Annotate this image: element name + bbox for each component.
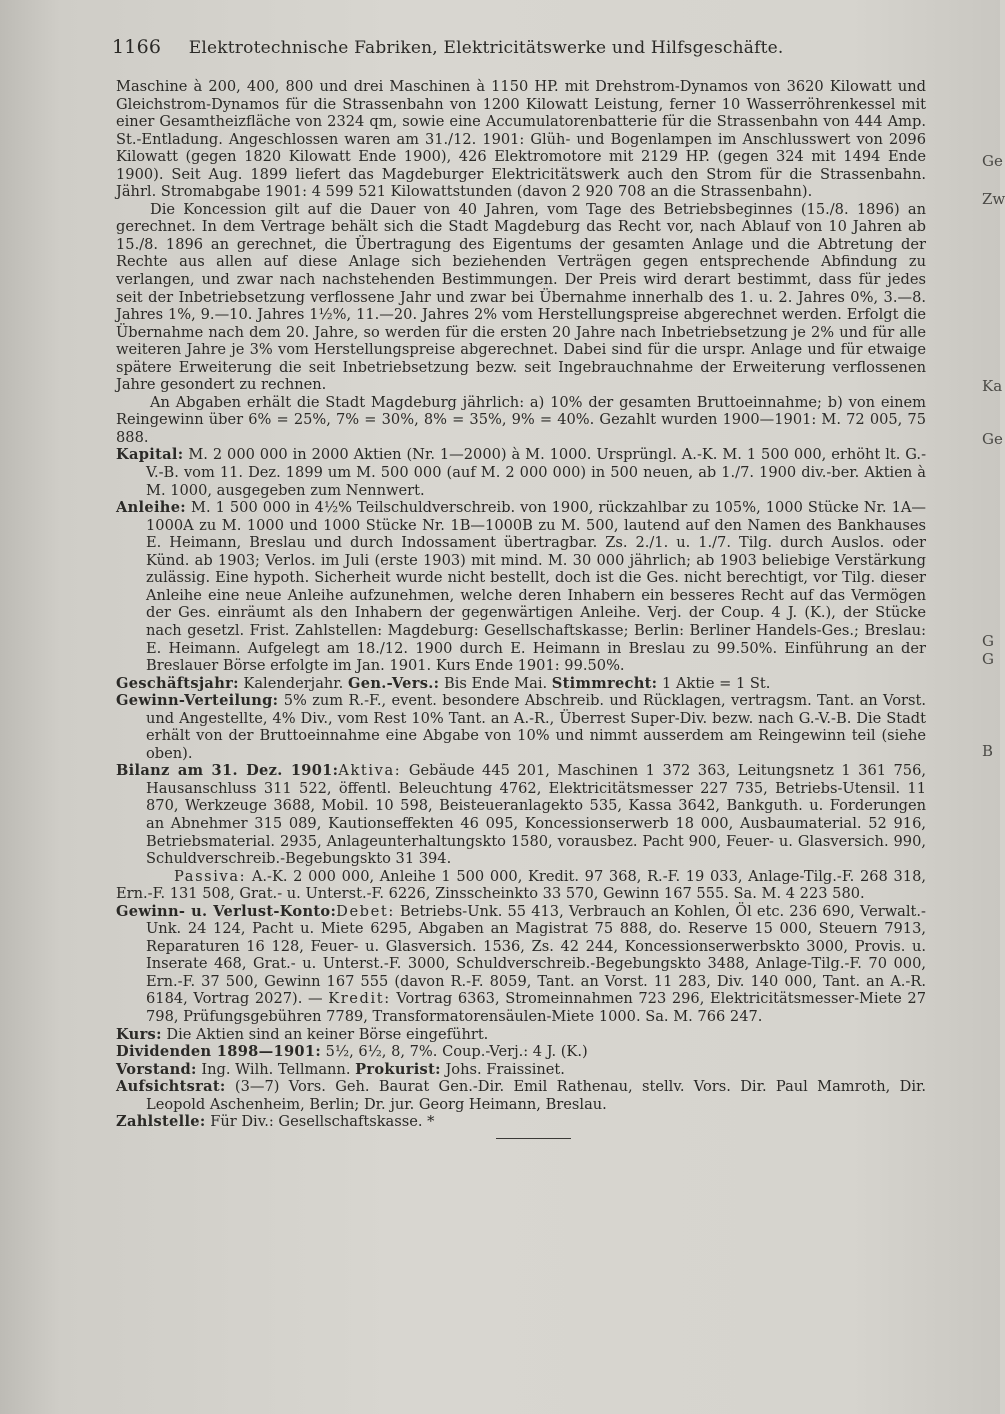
paragraph-text: 1 Aktie = 1 St. xyxy=(657,674,771,692)
paragraph xyxy=(116,903,926,1026)
paragraph-text: Johs. Fraissinet. xyxy=(440,1060,565,1078)
paragraph xyxy=(116,1026,926,1044)
section-label: Gen.-Vers.: xyxy=(347,674,440,692)
paragraph-text: M. 2 000 000 in 2000 Aktien (Nr. 1—2000) à M. 1000. Ursprüngl. A.-K. M. 1 500 000, erhöht lt. G.-V.-B. vom 11. Dez. 1899 um M. 500 000 (auf M. 2 000 000) in 500 neuen, ab 1./7. 1900 div.-ber. Aktien à M. 1000, ausgegeben zum Nennwert. xyxy=(146,446,926,499)
section-label: Aufsichtsrat: xyxy=(116,1078,226,1096)
section-label: Dividenden 1898—1901: xyxy=(116,1043,322,1061)
closing-rule xyxy=(496,1138,571,1139)
paragraph-text: 5½, 6½, 8, 7%. Coup.-Verj.: 4 J. (K.) xyxy=(321,1043,588,1061)
paragraph xyxy=(116,692,926,762)
paragraph xyxy=(116,868,926,903)
paragraph xyxy=(116,1113,926,1131)
paragraph-text: M. 1 500 000 in 4½% Teilschuldverschreib. von 1900, rückzahlbar zu 105%, 1000 Stücke Nr. 1A—1000A zu M. 1000 und 1000 Stücke Nr. 1B—1000B zu M. 500, lautend auf den Namen des Bankhauses E. Heimann, Breslau und durch Indossament übertragbar. Zs. 2./1. u. 1./7. Tilg. durch Auslos. oder Künd. ab 1903; Verlos. im Juli (erste 1903) mit mind. M. 30 000 jährlich; ab 1903 beliebige Verstärkung zulässig. Eine hypoth. Sicherheit wurde nicht bestellt, doch ist die Ges. nicht berechtigt, vor Tilg. dieser Anleihe eine neue Anleihe aufzunehmen, welche deren Inhabern ein besseres Recht auf das Vermögen der Ges. einräumt als den Inhabern der gegenwärtigen Anleihe. Verj. der Coup. 4 J. (K.), der Stücke nach gesetzl. Frist. Zahlstellen: Magdeburg: Gesellschaftskasse; Berlin: Berliner Handels-Ges.; Breslau: E. Heimann. Aufgelegt am 18./12. 1900 durch E. Heimann in Breslau zu 99.50%. Einführung an der Breslauer Börse erfolgte im Jan. 1901. Kurs Ende 1901: 99.50%. xyxy=(146,499,926,675)
margin-fragment: Ka xyxy=(982,377,1003,395)
paragraph xyxy=(116,394,926,447)
paragraph xyxy=(116,1061,926,1079)
section-label: Kapital: xyxy=(116,446,184,464)
margin-fragment: Ge xyxy=(982,152,1003,170)
spaced-label: Passiva: xyxy=(174,867,247,885)
paragraph xyxy=(116,499,926,674)
paragraph xyxy=(116,446,926,499)
paragraph-text: Für Div.: Gesellschaftskasse. * xyxy=(205,1113,435,1131)
spaced-label: Kredit: xyxy=(328,990,391,1008)
paragraph-text: Die Koncession gilt auf die Dauer von 40 Jahren, vom Tage des Betriebsbeginnes (15./8. 1896) an gerechnet. In dem Vertrage behält sich die Stadt Magdeburg das Recht vor, nach Ablauf von 10 Jahren ab 15./8. 1896 an gerechnet, die Übertragung des Eigentums der gesamten Anlage und die Abtretung der Rechte aus allen auf diese Anlage sich beziehenden Verträgen gegen entsprechende Abfindung zu verlangen, und zwar nach nachstehenden Bestimmungen. Der Preis wird derart bestimmt, dass für jedes seit der Inbetriebsetzung verflossene Jahr und zwar bei Übernahme innerhalb des 1. u. 2. Jahres 0%, 3.—8. Jahres 1%, 9.—10. Jahres 1½%, 11.—20. Jahres 2% vom Herstellungspreise abgerechnet werden. Erfolgt die Übernahme nach dem 20. Jahre, so werden für die ersten 20 Jahre nach Inbetriebsetzung je 2% und für alle weiteren Jahre je 3% vom Herstellungspreise abgerechnet. Dabei sind für die urspr. Anlage und für etwaige spätere Erweiterung die seit Inbetriebsetzung bezw. seit Ingebrauchnahme der Erweiterung verflossenen Jahre gesondert zu rechnen. xyxy=(116,200,926,394)
spaced-label: Aktiva: xyxy=(338,762,402,780)
paragraph xyxy=(116,762,926,867)
paragraph xyxy=(116,201,926,394)
paragraph xyxy=(116,78,926,201)
paragraph-text: Kalenderjahr. xyxy=(238,674,348,692)
page-header xyxy=(112,36,972,58)
paragraph-text: Bis Ende Mai. xyxy=(439,674,552,692)
paragraph-text: Maschine à 200, 400, 800 und drei Maschinen à 1150 HP. mit Drehstrom-Dynamos von 3620 Kilowatt und Gleichstrom-Dynamos für die Strassenbahn von 1200 Kilowatt Leistung, ferner 10 Wasserröhrenkessel mit einer Gesamtheizfläche von 2324 qm, sowie eine Accumulatorenbatterie für die Strassenbahn von 444 Amp. St.-Entladung. Angeschlossen waren am 31./12. 1901: Glüh- und Bogenlampen im Anschlusswert von 2096 Kilowatt (gegen 1820 Kilowatt Ende 1900), 426 Elektromotore mit 2129 HP. (gegen 324 mit 1494 Ende 1900). Seit Aug. 1899 liefert das Magdeburger Elektricitätswerk auch den Strom für die Strassenbahn. Jährl. Stromabgabe 1901: 4 599 521 Kilowattstunden (davon 2 920 708 an die Strassenbahn). xyxy=(116,78,926,201)
section-label: Gewinn-Verteilung: xyxy=(116,692,279,710)
paragraph xyxy=(116,675,926,693)
margin-fragment: G xyxy=(982,650,994,668)
margin-fragment: Ge xyxy=(982,430,1003,448)
running-title: Elektrotechnische Fabriken, Elektricitätswerke und Hilfsgeschäfte. xyxy=(188,38,784,58)
paragraph-text: Ing. Wilh. Tellmann. xyxy=(196,1060,356,1078)
page-body xyxy=(116,78,926,1139)
paragraph-text: Die Aktien sind an keiner Börse eingeführt. xyxy=(161,1025,489,1043)
paragraph-text: Gebäude 445 201, Maschinen 1 372 363, Leitungsnetz 1 361 756, Hausanschluss 311 522, öffentl. Beleuchtung 4762, Elektricitätsmesser 227 735, Betriebs-Utensil. 11 870, Werkzeuge 3688, Mobil. 10 598, Beisteueranlagekto 535, Kassa 3642, Bankguth. u. Forderungen an Abnehmer 315 089, Kautionseffekten 46 095, Koncessionserwerb 18 000, Ausbaumaterial. 52 916, Betriebsmaterial. 2935, Anlageunterhaltungskto 1580, vorausbez. Pacht 900, Feuer- u. Glasversich. 990, Schuldverschreib.-Begebungskto 31 394. xyxy=(146,762,927,868)
paragraph-text: (3—7) Vors. Geh. Baurat Gen.-Dir. Emil Rathenau, stellv. Vors. Dir. Paul Mamroth, Dir. Leopold Aschenheim, Berlin; Dr. jur. Georg Heimann, Breslau. xyxy=(146,1078,926,1113)
section-label: Gewinn- u. Verlust-Konto: xyxy=(116,902,337,920)
section-label: Prokurist: xyxy=(355,1060,441,1078)
margin-fragment: Zw xyxy=(982,190,1005,208)
paragraph xyxy=(116,1078,926,1113)
paragraph xyxy=(116,1043,926,1061)
section-label: Kurs: xyxy=(116,1025,162,1043)
section-label: Anleihe: xyxy=(116,499,186,517)
margin-fragment: B xyxy=(982,742,994,760)
spaced-label: Debet: xyxy=(336,902,395,920)
section-label: Zahlstelle: xyxy=(116,1113,206,1131)
margin-fragment: G xyxy=(982,632,994,650)
paragraph-text: Betriebs-Unk. 55 413, Verbrauch an Kohlen, Öl etc. 236 690, Verwalt.-Unk. 24 124, Pacht u. Miete 6295, Abgaben an Magistrat 75 888, do. Reserve 15 000, Steuern 7913, Reparaturen 16 128, Feuer- u. Glasversich. 1536, Zs. 42 244, Koncessionserwerbskto 3000, Provis. u. Inserate 468, Grat.- u. Unterst.-F. 3000, Schuldverschreib.-Begebungskto 3488, Anlage-Tilg.-F. 70 000, Ern.-F. 37 500, Gewinn 167 555 (davon R.-F. 8059, Tant. an Vorst. 11 283, Div. 140 000, Tant. an A.-R. 6184, Vortrag 2027). — xyxy=(146,902,926,1008)
paragraph-text: A.-K. 2 000 000, Anleihe 1 500 000, Kredit. 97 368, R.-F. 19 033, Anlage-Tilg.-F. 268 318, Ern.-F. 131 508, Grat.- u. Unterst.-F. 6226, Zinsscheinkto 33 570, Gewinn 167 555. Sa. M. 4 223 580. xyxy=(116,867,926,903)
paragraph-text: Vortrag 6363, Stromeinnahmen 723 296, Elektricitätsmesser-Miete 27 798, Prüfungsgebühren 7789, Transformatorensäulen-Miete 1000. Sa. M. 766 247. xyxy=(146,990,926,1025)
section-label: Geschäftsjahr: xyxy=(116,674,239,692)
paragraph-text: 5% zum R.-F., event. besondere Abschreib. und Rücklagen, vertragsm. Tant. an Vorst. und Angestellte, 4% Div., vom Rest 10% Tant. an A.-R., Überrest Super-Div. bezw. nach G.-V.-B. Die Stadt erhält von der Bruttoeinnahme eine Abgabe von 10% und nimmt ausserdem am Reingewinn teil (siehe oben). xyxy=(146,692,926,762)
section-label: Stimmrecht: xyxy=(551,674,658,692)
section-label: Bilanz am 31. Dez. 1901: xyxy=(116,762,339,780)
paragraph-text: An Abgaben erhält die Stadt Magdeburg jährlich: a) 10% der gesamten Bruttoeinnahme; b) von einem Reingewinn über 6% = 25%, 7% = 30%, 8% = 35%, 9% = 40%. Gezahlt wurden 1900—1901: M. 72 005, 75 888. xyxy=(116,393,926,446)
page-number: 1166 xyxy=(112,36,162,58)
section-label: Vorstand: xyxy=(116,1060,197,1078)
